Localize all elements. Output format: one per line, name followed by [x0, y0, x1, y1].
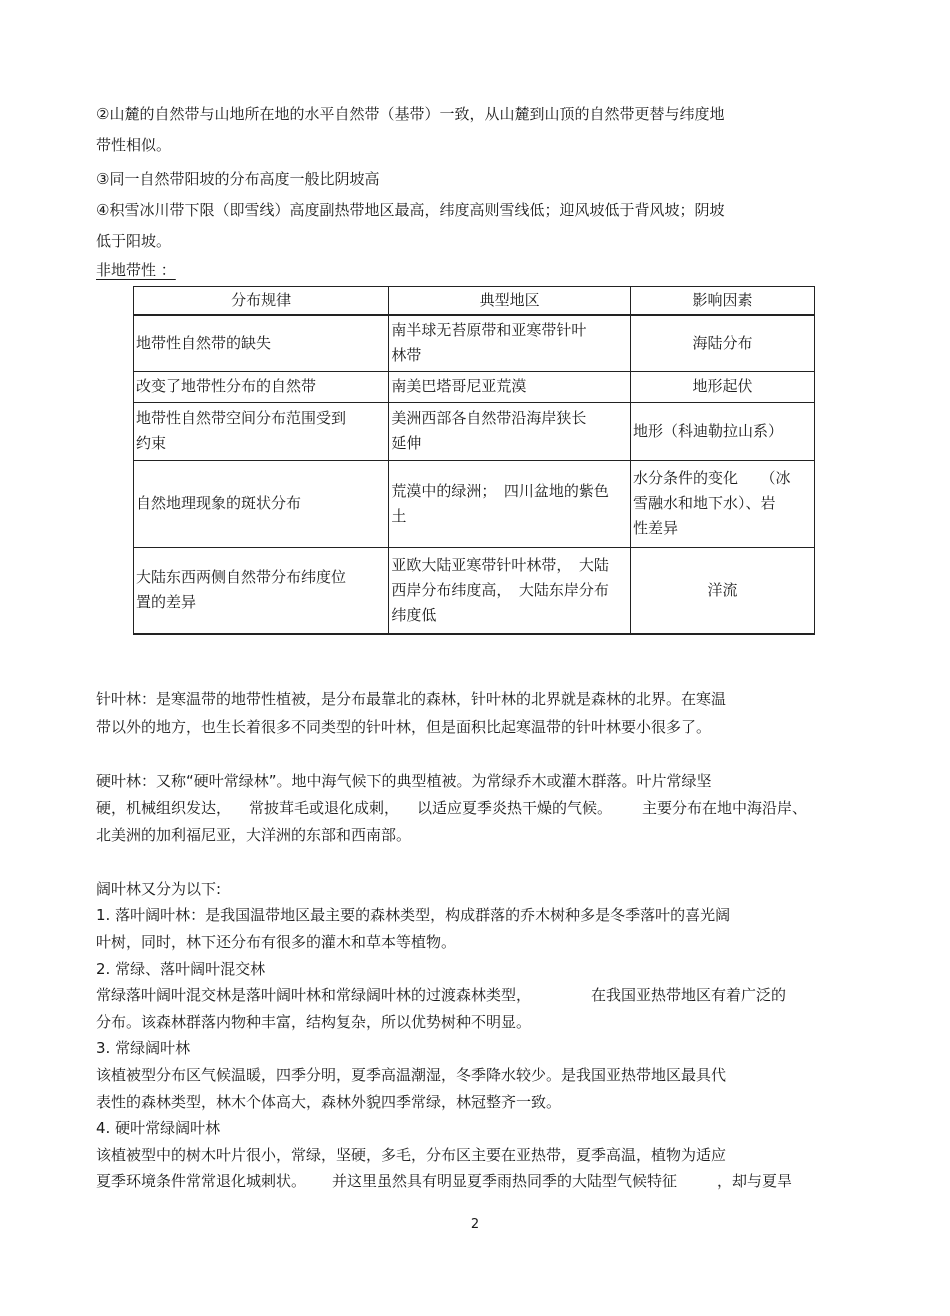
sclerophyll-line-1: 硬叶林：又称“硬叶常绿林”。地中海气候下的典型植被。为常绿乔木或灌木群落。叶片常绿坚 — [96, 772, 712, 790]
cell-factor: 洋流 — [630, 547, 814, 634]
table-header-row — [134, 287, 815, 316]
cell-rule-line: 置的差异 — [136, 593, 197, 612]
cell-factor: 地形起伏 — [630, 371, 814, 402]
cell-region — [389, 460, 631, 547]
broadleaf-item2-line-2: 分布。该森林群落内物种丰富，结构复杂，所以优势树种不明显。 — [96, 1013, 532, 1031]
broadleaf-item4-line-2b: 并这里虽然具有明显夏季雨热同季的大陆型气候特征 — [332, 1172, 678, 1190]
conifer-line-2: 带以外的地方，也生长着很多不同类型的针叶林，但是面积比起寒温带的针叶林要小很多了。 — [96, 718, 712, 736]
table-row — [134, 402, 815, 460]
broadleaf-item2-line-1 — [96, 984, 786, 1006]
cell-region — [389, 402, 631, 460]
broadleaf-item4-line-2c: ，却与夏旱 — [717, 1172, 793, 1190]
table-row — [134, 371, 815, 402]
page-number: 2 — [470, 1217, 480, 1232]
cell-region-line: 林带 — [391, 346, 422, 365]
conifer-line-1: 针叶林：是寒温带的地带性植被，是分布最靠北的森林，针叶林的北界就是森林的北界。在寒温 — [96, 690, 727, 708]
cell-rule: 自然地理现象的斑状分布 — [134, 460, 389, 547]
nonzonal-table — [133, 286, 815, 635]
sclerophyll-line-2 — [96, 797, 807, 819]
cell-factor-line: 水分条件的变化 （冰 — [632, 469, 791, 487]
cell-region-line: 南半球无苔原带和亚寒带针叶 — [391, 321, 587, 340]
cell-region — [389, 315, 631, 371]
cell-region-line: 延伸 — [391, 434, 422, 452]
cell-factor-line: 雪融水和地下水）、岩 — [632, 494, 776, 512]
intro-line-5: 低于阳坡。 — [96, 232, 172, 250]
cell-factor: 地形（科迪勒拉山系） — [630, 402, 814, 460]
cell-rule: 地带性自然带的缺失 — [134, 315, 389, 371]
broadleaf-item4-line-1: 该植被型中的树木叶片很小，常绿，坚硬，多毛，分布区主要在亚热带，夏季高温，植物为适应 — [96, 1146, 727, 1164]
cell-region-line: 西岸分布纬度高， 大陆东岸分布 — [391, 580, 609, 599]
cell-rule: 改变了地带性分布的自然带 — [134, 371, 389, 402]
broadleaf-item1-line-1: 1. 落叶阔叶林：是我国温带地区最主要的森林类型，构成群落的乔木树种多是冬季落叶的喜光阔 — [96, 906, 731, 924]
table-row — [134, 460, 815, 547]
cell-region-line: 美洲西部各自然带沿海岸狭长 — [391, 409, 587, 427]
cell-rule-line: 约束 — [136, 434, 167, 452]
nonzonal-heading: 非地带性 ： — [96, 261, 176, 279]
intro-line-4: ④积雪冰川带下限（即雪线）高度副热带地区最高，纬度高则雪线低；迎风坡低于背风坡；阴坡 — [96, 201, 725, 219]
header-factor: 影响因素 — [630, 287, 814, 316]
cell-rule — [134, 547, 389, 634]
broadleaf-item3-line-2: 表性的森林类型，林木个体高大，森林外貌四季常绿，林冠整齐一致。 — [96, 1093, 562, 1111]
header-region: 典型地区 — [389, 287, 631, 316]
cell-region-line: 亚欧大陆亚寒带针叶林带， 大陆 — [391, 555, 609, 574]
broadleaf-item4-title: 4. 硬叶常绿阔叶林 — [96, 1119, 221, 1137]
cell-factor: 海陆分布 — [630, 315, 814, 371]
cell-region-line: 土 — [391, 506, 407, 525]
cell-rule-line: 地带性自然带空间分布范围受到 — [136, 409, 347, 427]
sclerophyll-line-2d: 主要分布在地中海沿岸、 — [642, 799, 808, 817]
cell-region-line: 纬度低 — [391, 605, 437, 624]
cell-factor-line: 性差异 — [632, 519, 678, 537]
intro-line-2: 带性相似。 — [96, 136, 172, 154]
intro-line-1: ②山麓的自然带与山地所在地的水平自然带（基带）一致，从山麓到山顶的自然带更替与纬度地 — [96, 105, 725, 123]
broadleaf-item2-line-1b: 在我国亚热带地区有着广泛的 — [591, 986, 787, 1004]
broadleaf-item2-line-1a: 常绿落叶阔叶混交林是落叶阔叶林和常绿阔叶林的过渡森林类型， — [96, 986, 532, 1004]
cell-region-line: 荒漠中的绿洲； 四川盆地的紫色 — [391, 481, 609, 500]
table-row — [134, 547, 815, 634]
sclerophyll-line-3: 北美洲的加利福尼亚，大洋洲的东部和西南部。 — [96, 826, 412, 844]
cell-rule-line: 大陆东西两侧自然带分布纬度位 — [136, 568, 347, 587]
broadleaf-intro: 阔叶林又分为以下: — [96, 880, 222, 898]
broadleaf-item2-title: 2. 常绿、落叶阔叶混交林 — [96, 960, 266, 978]
cell-factor — [630, 460, 814, 547]
broadleaf-item4-line-2a: 夏季环境条件常常退化城刺状。 — [96, 1172, 307, 1190]
table-row — [134, 315, 815, 371]
sclerophyll-line-2a: 硬，机械组织发达， — [96, 799, 232, 817]
broadleaf-item4-line-2 — [96, 1170, 792, 1192]
broadleaf-item3-line-1: 该植被型分布区气候温暖，四季分明，夏季高温潮湿，冬季降水较少。是我国亚热带地区最具代 — [96, 1066, 727, 1084]
header-rule: 分布规律 — [134, 287, 389, 316]
sclerophyll-line-2b: 常披茸毛或退化成刺， — [249, 799, 400, 817]
cell-rule — [134, 402, 389, 460]
intro-line-3: ③同一自然带阳坡的分布高度一般比阴坡高 — [96, 170, 380, 188]
broadleaf-item3-title: 3. 常绿阔叶林 — [96, 1039, 191, 1057]
broadleaf-item1-line-2: 叶树，同时，林下还分布有很多的灌木和草本等植物。 — [96, 933, 457, 951]
cell-region: 南美巴塔哥尼亚荒漠 — [389, 371, 631, 402]
sclerophyll-line-2c: 以适应夏季炎热干燥的气候。 — [417, 799, 613, 817]
cell-region — [389, 547, 631, 634]
